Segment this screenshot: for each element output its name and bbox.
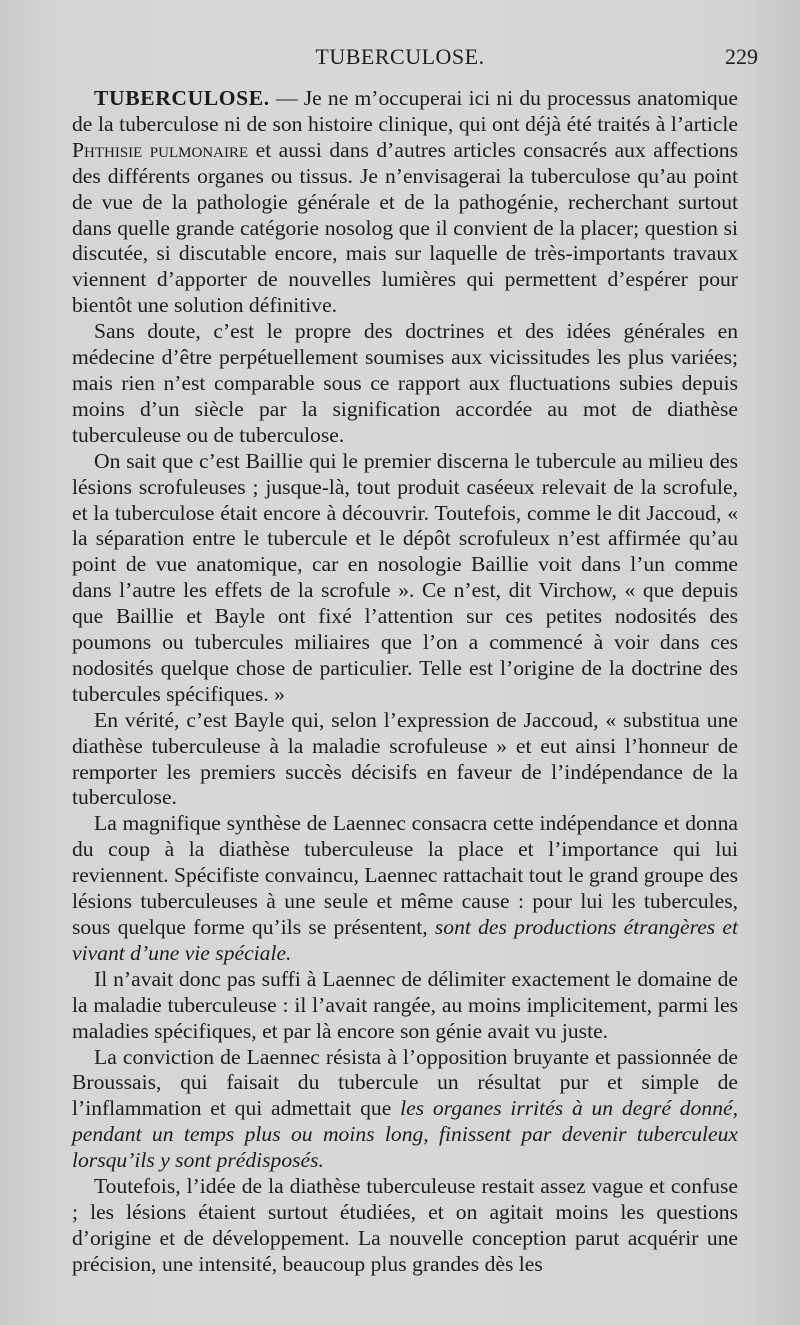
text-segment: et aussi dans d’autres articles consacrés aux affections des différents organes ou tissus. Je n’envisagerai la tuberculose qu’au point de vue de la pathologie générale et de la pathogénie, recherchant surtout dans quelle grande catégorie nosolog que il convient de la placer; question si discutée, si discutable encore, mais sur laquelle de très-importants travaux viennent d’apporter de nouvelles lumières qui permettent d’espérer pour bientôt une solution définitive. bbox=[72, 137, 738, 318]
article-reference: Phthisie pulmonaire bbox=[72, 137, 249, 162]
paragraph bbox=[72, 1174, 738, 1278]
paragraph bbox=[72, 967, 738, 1045]
paragraph bbox=[72, 449, 738, 708]
text-segment: On sait que c’est Baillie qui le premier discerna le tubercule au milieu des lésions scrofuleuses ; jusque-là, tout produit caséeux relevait de la scrofule, et la tuberculose était encore à découvrir. Toutefois, comme le dit Jaccoud, « la séparation entre le tubercule et le dépôt scrofuleux n’est affirmée qu’au point de vue anatomique, car en nosologie Baillie voit dans l’un comme dans l’autre les effets de la scrofule ». Ce n’est, dit Virchow, « que depuis que Baillie et Bayle ont fixé l’attention sur ces petites nodosités des poumons ou tubercules miliaires que l’on a commencé à voir dans ces nodosités quelque chose de particulier. Telle est l’origine de la doctrine des tubercules spécifiques. » bbox=[72, 448, 738, 706]
running-title: TUBERCULOSE. bbox=[315, 44, 485, 69]
running-header bbox=[0, 44, 800, 78]
text-segment: Il n’avait donc pas suffi à Laennec de délimiter exactement le domaine de la maladie tuberculeuse : il l’avait rangée, au moins implicitement, parmi les maladies spécifiques, et par là encore son génie avait vu juste. bbox=[72, 966, 738, 1043]
paragraph bbox=[72, 708, 738, 812]
article-headword: TUBERCULOSE. bbox=[94, 86, 270, 110]
text-segment: — Je ne m’occuperai ici ni du processus anatomique de la tuberculose ni de son histoire clinique, qui ont déjà été traités à l’article bbox=[72, 86, 738, 136]
italic-quote: les organes irrités à un degré donné, pendant un temps plus ou moins long, finissent par devenir tuberculeux lorsqu’ils y sont prédisposés. bbox=[72, 1096, 738, 1173]
text-segment: Toutefois, l’idée de la diathèse tuberculeuse restait assez vague et confuse ; les lésions étaient surtout étudiées, et on agitait moins les questions d’origine et de développement. La nouvelle conception parut acquérir une précision, une intensité, beaucoup plus grandes dès les bbox=[72, 1174, 738, 1276]
text-segment: Sans doute, c’est le propre des doctrines et des idées générales en médecine d’être perpétuellement soumises aux vicissitudes les plus variées; mais rien n’est comparable sous ce rapport aux fluctuations subies depuis moins d’un siècle par la signification accordée au mot de diathèse tuberculeuse ou de tuberculose. bbox=[72, 319, 738, 447]
body-text bbox=[72, 86, 738, 1278]
paragraph bbox=[72, 319, 738, 449]
paragraph bbox=[72, 1045, 738, 1175]
text-segment: La conviction de Laennec résista à l’opposition bruyante et passionnée de Broussais, qui faisait du tubercule un résultat pur et simple de l’inflammation et qui admettait que bbox=[72, 1044, 738, 1121]
text-segment: La magnifique synthèse de Laennec consacra cette indépendance et donna du coup à la diathèse tuberculeuse la place et l’importance qui lui reviennent. Spécifiste convaincu, Laennec rattachait tout le grand groupe des lésions tuberculeuses à une seule et même cause : pour lui les tubercules, sous quelque forme qu’ils se présentent, bbox=[72, 811, 738, 939]
text-segment: En vérité, c’est Bayle qui, selon l’expression de Jaccoud, « substitua une diathèse tuberculeuse à la maladie scrofuleuse » et eut ainsi l’honneur de remporter les premiers succès décisifs en faveur de l’indépendance de la tuberculose. bbox=[72, 707, 738, 810]
paragraph bbox=[72, 86, 738, 319]
page-number: 229 bbox=[725, 44, 758, 69]
paragraph bbox=[72, 811, 738, 966]
italic-quote: sont des productions étrangères et vivant d’une vie spéciale. bbox=[72, 915, 738, 965]
